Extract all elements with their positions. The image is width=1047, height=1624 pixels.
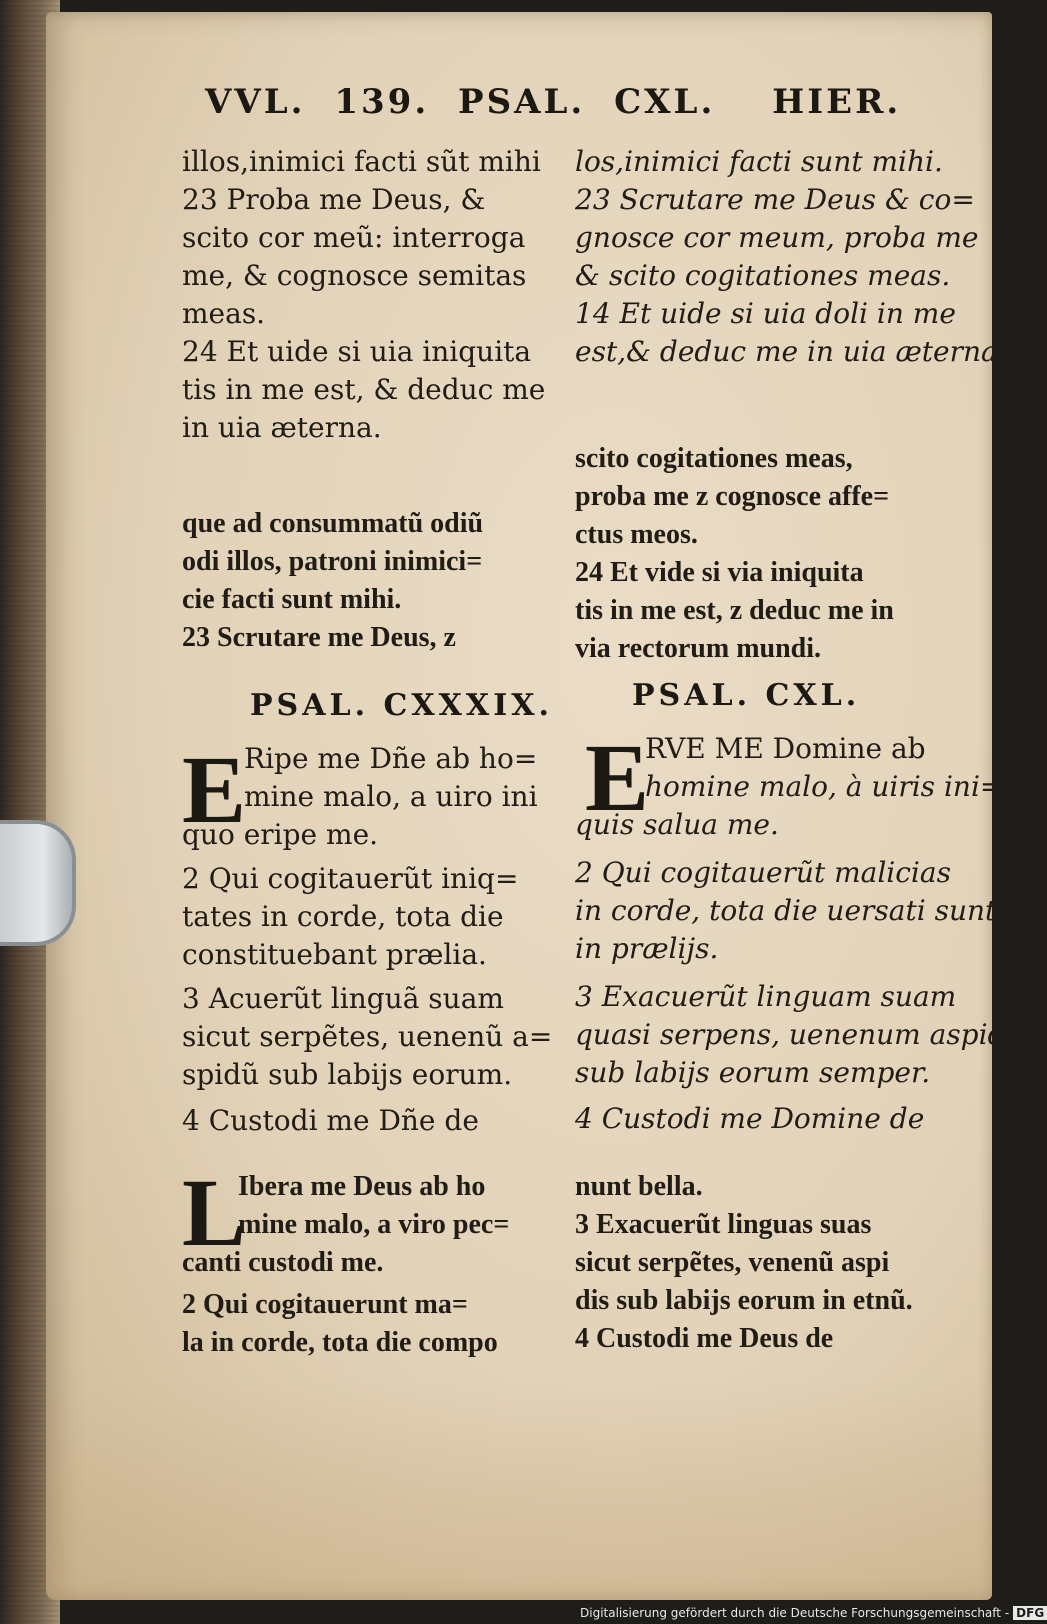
text-line: & scito cogitationes meas. [575, 259, 951, 292]
text-line: nunt bella. [575, 1171, 703, 1202]
text-line: tates in corde, tota die [182, 900, 504, 933]
text-line: tis in me est, z deduc me in [575, 595, 894, 626]
text-line: sicut serpẽtes, uenenũ a= [182, 1020, 553, 1053]
drop-cap: L [182, 1159, 247, 1266]
middle-right-column [575, 440, 935, 668]
text-line: la in corde, tota die compo [182, 1327, 498, 1358]
text-line: sub labijs eorum semper. [575, 1056, 931, 1089]
text-line: RVE ME Domine ab [645, 732, 926, 765]
text-line: 2 Qui cogitauerũt iniq= [182, 862, 519, 895]
text-line: los,inimici facti sunt mihi. [575, 145, 943, 178]
header-part: CXL. [614, 82, 716, 122]
text-line: gnosce cor meum, proba me [575, 221, 979, 254]
book-clasp [0, 820, 76, 946]
text-line: 24 Et vide si via iniquita [575, 557, 864, 588]
text-line: constituebant prælia. [182, 938, 487, 971]
text-line: Ibera me Deus ab ho [238, 1171, 486, 1202]
text-line: odi illos, patroni inimici= [182, 546, 483, 577]
lower-left-column [182, 736, 562, 1140]
text-line: quo eripe me. [182, 818, 379, 851]
drop-cap: E [182, 736, 247, 843]
text-line: 3 Exacuerũt linguam suam [575, 980, 957, 1013]
text-line: 4 Custodi me Dñe de [182, 1104, 479, 1137]
text-line: scito cor meũ: interroga [182, 221, 526, 254]
upper-left-column [182, 143, 562, 447]
dfg-logo: DFG [1013, 1606, 1047, 1620]
text-line: Ripe me Dñe ab ho= [244, 742, 538, 775]
text-line: tis in me est, & deduc me [182, 373, 546, 406]
psalm-heading-right: PSAL. CXL. [632, 678, 861, 713]
text-line: meas. [182, 297, 266, 330]
text-line: quis salua me. [575, 808, 779, 841]
drop-cap: E [585, 724, 650, 831]
text-line: via rectorum mundi. [575, 633, 822, 664]
text-line: dis sub labijs eorum in etnũ. [575, 1285, 913, 1316]
text-line: 23 Scrutare me Deus, z [182, 622, 456, 653]
lower-right-column [575, 724, 1029, 1138]
text-line: mine malo, a viro pec= [238, 1209, 510, 1240]
bottom-right-column [575, 1168, 935, 1358]
text-line: proba me z cognosce affe= [575, 481, 890, 512]
header-part: HIER. [772, 82, 902, 122]
text-line: me, & cognosce semitas [182, 259, 527, 292]
text-line: 4 Custodi me Deus de [575, 1323, 834, 1354]
text-line: 4 Custodi me Domine de [575, 1102, 925, 1135]
middle-left-column [182, 505, 562, 657]
upper-right-column [575, 143, 1007, 371]
text-line: quasi serpens, uenenum aspidis [575, 1018, 1029, 1051]
text-line: in uia æterna. [182, 411, 382, 444]
text-line: 23 Scrutare me Deus & co= [575, 183, 975, 216]
text-line: illos,inimici facti sũt mihi [182, 145, 541, 178]
bottom-left-column [182, 1168, 562, 1362]
text-line: in corde, tota die uersati sunt [575, 894, 997, 927]
text-line: scito cogitationes meas, [575, 443, 853, 474]
text-line: 3 Acuerũt linguã suam [182, 982, 504, 1015]
text-line: mine malo, a uiro ini [244, 780, 538, 813]
text-line: 3 Exacuerũt linguas suas [575, 1209, 872, 1240]
text-line: canti custodi me. [182, 1247, 384, 1278]
text-line: 24 Et uide si uia iniquita [182, 335, 532, 368]
header-part: PSAL. [458, 82, 586, 122]
text-line: 2 Qui cogitauerunt ma= [182, 1289, 468, 1320]
text-line: homine malo, à uiris ini= [645, 770, 1004, 803]
psalm-heading-left: PSAL. CXXXIX. [250, 688, 553, 723]
text-line: que ad consummatũ odiũ [182, 508, 484, 539]
text-line: 23 Proba me Deus, & [182, 183, 486, 216]
text-line: ctus meos. [575, 519, 698, 550]
running-header [205, 82, 902, 122]
text-line: 14 Et uide si uia doli in me [575, 297, 956, 330]
text-line: spidũ sub labijs eorum. [182, 1058, 513, 1091]
credit-text: Digitalisierung gefördert durch die Deutsche Forschungsgemeinschaft - [580, 1606, 1010, 1620]
text-line: 2 Qui cogitauerũt malicias [575, 856, 951, 889]
text-line: est,& deduc me in uia æterna. [575, 335, 1007, 368]
text-line: sicut serpẽtes, venenũ aspi [575, 1247, 890, 1278]
text-line: in prælijs. [575, 932, 719, 965]
text-line: cie facti sunt mihi. [182, 584, 402, 615]
header-part: VVL. [205, 82, 306, 122]
digitization-credit [580, 1606, 1047, 1620]
header-part: 139. [334, 82, 430, 122]
